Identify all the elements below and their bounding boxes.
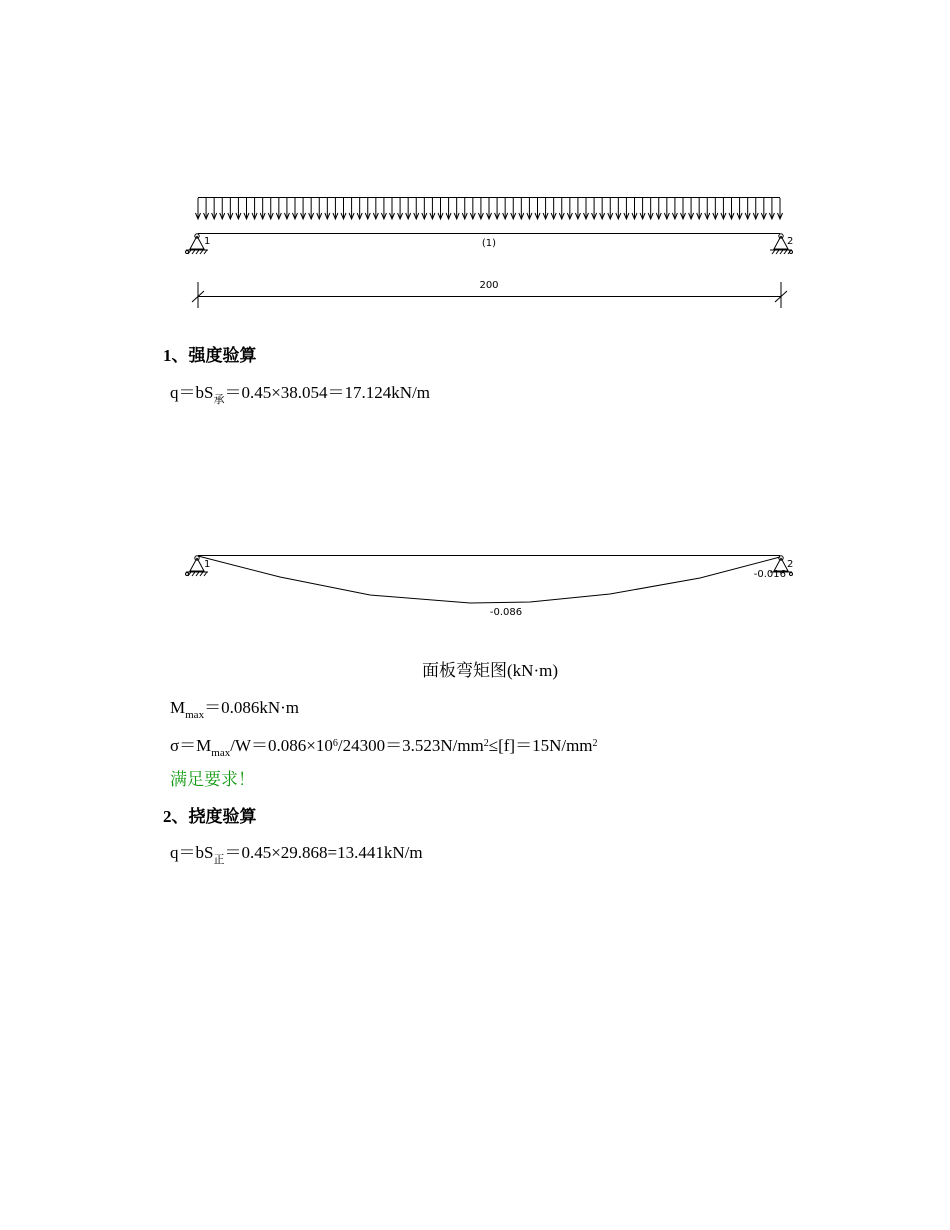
formula-text: q＝bS	[170, 383, 214, 402]
load-arrow-icon	[446, 198, 451, 219]
load-arrow-icon	[721, 198, 726, 219]
moment-node-label-1: 1	[204, 559, 211, 570]
formula-text: ＝0.45×29.868=13.441kN/m	[224, 843, 423, 862]
load-arrow-icon	[487, 198, 492, 219]
load-arrow-icon	[309, 198, 314, 219]
load-deflection-formula	[170, 842, 423, 871]
load-arrow-icon	[656, 198, 661, 219]
max-moment-formula	[170, 697, 299, 726]
load-arrow-icon	[648, 198, 653, 219]
load-arrow-icon	[551, 198, 556, 219]
formula-superscript: 2	[483, 738, 489, 749]
load-arrow-icon	[252, 198, 257, 219]
load-arrow-icon	[470, 198, 475, 219]
load-arrow-icon	[713, 198, 718, 219]
load-arrow-icon	[729, 198, 734, 219]
load-arrow-icon	[293, 198, 298, 219]
load-arrow-icon	[616, 198, 621, 219]
load-arrow-icon	[365, 198, 370, 219]
section-2-heading: 2、挠度验算	[163, 807, 257, 826]
moment-diagram-caption: 面板弯矩图(kN·m)	[422, 661, 558, 680]
load-arrows	[196, 198, 783, 219]
load-arrow-icon	[381, 198, 386, 219]
load-arrow-icon	[220, 198, 225, 219]
load-arrow-icon	[689, 198, 694, 219]
load-arrow-icon	[276, 198, 281, 219]
load-arrow-icon	[317, 198, 322, 219]
load-arrow-icon	[600, 198, 605, 219]
load-arrow-icon	[398, 198, 403, 219]
load-arrow-icon	[705, 198, 710, 219]
load-arrow-icon	[519, 198, 524, 219]
load-arrow-icon	[745, 198, 750, 219]
load-arrow-icon	[430, 198, 435, 219]
formula-subscript: 承	[213, 394, 225, 406]
load-arrow-icon	[422, 198, 427, 219]
load-arrow-icon	[584, 198, 589, 219]
load-arrow-icon	[204, 198, 209, 219]
load-arrow-icon	[268, 198, 273, 219]
load-arrow-icon	[454, 198, 459, 219]
formula-superscript: 6	[332, 738, 338, 749]
load-arrow-icon	[325, 198, 330, 219]
load-arrow-icon	[664, 198, 669, 219]
load-arrow-icon	[753, 198, 758, 219]
formula-text: σ＝M	[170, 736, 212, 755]
load-arrow-icon	[260, 198, 265, 219]
load-arrow-icon	[624, 198, 629, 219]
load-arrow-icon	[681, 198, 686, 219]
load-arrow-icon	[592, 198, 597, 219]
load-arrow-icon	[535, 198, 540, 219]
load-arrow-icon	[567, 198, 572, 219]
load-arrow-icon	[632, 198, 637, 219]
load-arrow-icon	[511, 198, 516, 219]
load-arrow-icon	[341, 198, 346, 219]
formula-text: /24300＝3.523N/mm	[337, 736, 484, 755]
load-arrow-icon	[373, 198, 378, 219]
formula-subscript: max	[185, 709, 205, 721]
load-arrow-icon	[527, 198, 532, 219]
load-arrow-icon	[212, 198, 217, 219]
span-label: (1)	[481, 238, 497, 249]
load-arrow-icon	[761, 198, 766, 219]
dimension-label: 200	[479, 280, 499, 291]
load-arrow-icon	[357, 198, 362, 219]
load-arrow-icon	[438, 198, 443, 219]
strength-result: 满足要求！	[170, 770, 255, 789]
load-arrow-icon	[228, 198, 233, 219]
load-arrow-icon	[778, 198, 783, 219]
load-strength-formula	[170, 382, 430, 411]
load-arrow-icon	[196, 198, 201, 219]
load-arrow-icon	[697, 198, 702, 219]
moment-node-label-2: 2	[787, 559, 794, 570]
moment-curve	[198, 556, 780, 603]
formula-text: ＝0.086kN·m	[204, 698, 299, 717]
load-arrow-icon	[301, 198, 306, 219]
load-arrow-icon	[575, 198, 580, 219]
load-diagram	[186, 198, 794, 255]
load-arrow-icon	[414, 198, 419, 219]
load-arrow-icon	[737, 198, 742, 219]
formula-text: q＝bS	[170, 843, 214, 862]
load-arrow-icon	[333, 198, 338, 219]
stress-formula	[170, 733, 598, 764]
load-arrow-icon	[462, 198, 467, 219]
section-1-heading: 1、强度验算	[163, 346, 257, 365]
moment-diagram	[186, 556, 794, 619]
load-arrow-icon	[559, 198, 564, 219]
formula-text: /W＝0.086×10	[230, 736, 333, 755]
load-arrow-icon	[769, 198, 774, 219]
load-arrow-icon	[244, 198, 249, 219]
load-arrow-icon	[478, 198, 483, 219]
formula-text: ≤[f]＝15N/mm	[488, 736, 593, 755]
formula-subscript: max	[211, 747, 231, 759]
load-arrow-icon	[284, 198, 289, 219]
formula-superscript: 2	[592, 738, 598, 749]
formula-text: M	[170, 698, 186, 717]
load-arrow-icon	[390, 198, 395, 219]
load-arrow-icon	[640, 198, 645, 219]
node-label-2: 2	[787, 236, 794, 247]
load-arrow-icon	[503, 198, 508, 219]
load-arrow-icon	[543, 198, 548, 219]
load-arrow-icon	[495, 198, 500, 219]
load-arrow-icon	[672, 198, 677, 219]
load-arrow-icon	[406, 198, 411, 219]
moment-end-value: -0.016	[753, 569, 786, 580]
load-arrow-icon	[236, 198, 241, 219]
formula-subscript: 正	[213, 854, 225, 866]
load-arrow-icon	[349, 198, 354, 219]
node-label-1: 1	[204, 236, 211, 247]
formula-text: ＝0.45×38.054＝17.124kN/m	[224, 383, 431, 402]
moment-mid-value: -0.086	[489, 607, 523, 618]
load-arrow-icon	[608, 198, 613, 219]
